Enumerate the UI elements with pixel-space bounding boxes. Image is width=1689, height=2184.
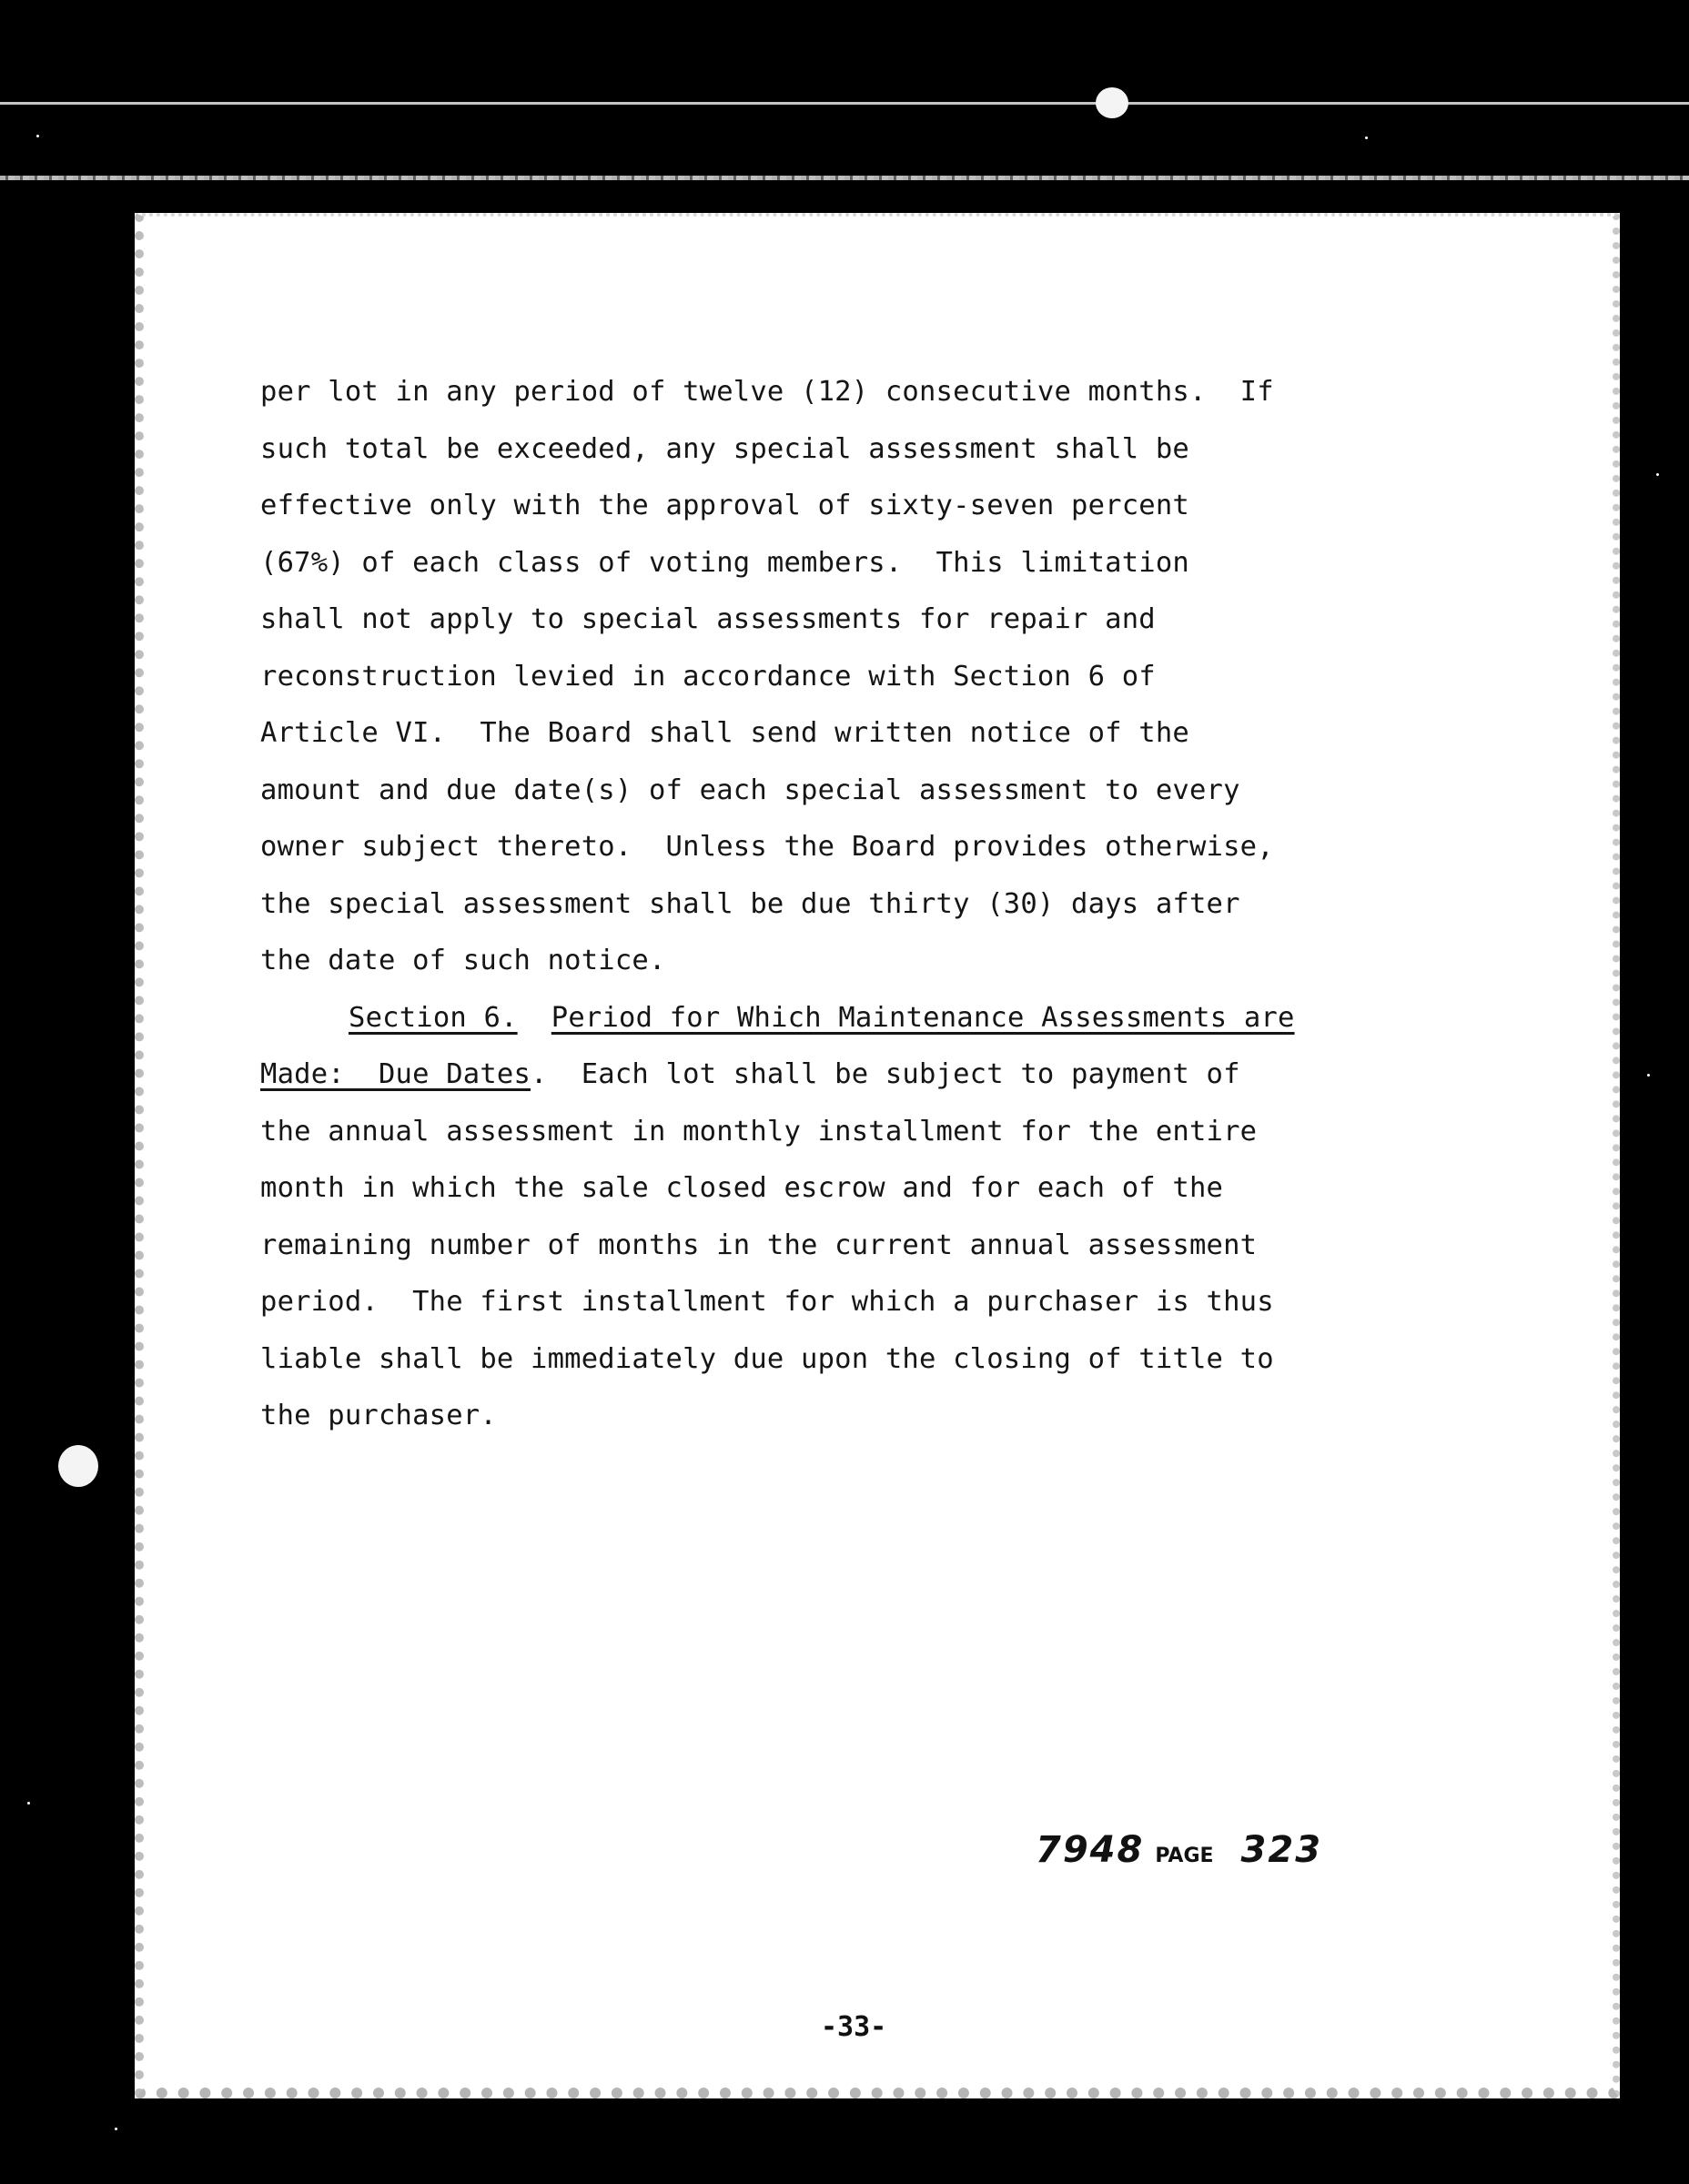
section-title: Period for Which Maintenance Assessments are	[551, 1001, 1295, 1034]
scan-speck	[1647, 1074, 1650, 1077]
scan-top-rule	[0, 102, 1689, 105]
section-heading-line	[260, 1046, 1480, 1104]
section-number: Section 6.	[349, 1001, 518, 1034]
text-line: owner subject thereto. Unless the Board provides otherwise,	[260, 831, 1274, 863]
text-line: period. The first installment for which a purchaser is thus	[260, 1286, 1274, 1318]
text-line: effective only with the approval of sixty-seven percent	[260, 490, 1189, 521]
text-line: reconstruction levied in accordance with Section 6 of	[260, 660, 1156, 693]
text-line: the purchaser.	[260, 1400, 497, 1431]
stamp-page-number: 323	[1240, 1829, 1323, 1871]
scan-speck	[1365, 136, 1368, 139]
scan-blot-left	[58, 1445, 98, 1487]
text-line: the annual assessment in monthly installment for the entire	[260, 1115, 1258, 1148]
scan-blot-top	[1096, 87, 1128, 118]
text-line: Article VI. The Board shall send written notice of the	[260, 717, 1189, 749]
section-heading-line	[260, 990, 1480, 1047]
document-body	[260, 364, 1480, 1445]
text-line: per lot in any period of twelve (12) consecutive months. If	[260, 376, 1274, 408]
section-title-continued: Made: Due Dates	[260, 1058, 531, 1090]
page-number: -33-	[821, 2011, 887, 2043]
scan-speck	[27, 1802, 30, 1805]
page-label: PAGE	[1155, 1845, 1214, 1867]
text-line: liable shall be immediately due upon the closing of title to	[260, 1342, 1274, 1375]
text-line: month in which the sale closed escrow and for each of the	[260, 1172, 1224, 1204]
text-line: remaining number of months in the current annual assessment	[260, 1228, 1258, 1261]
book-number: 7948	[1036, 1829, 1145, 1871]
text-line: the date of such notice.	[260, 945, 666, 976]
scan-top-edge	[0, 176, 1689, 180]
scan-speck	[1656, 473, 1659, 476]
text-line: (67%) of each class of voting members. This limitation	[260, 546, 1189, 579]
book-page-stamp	[1036, 1829, 1322, 1871]
text-line: amount and due date(s) of each special assessment to every	[260, 774, 1240, 806]
scan-speck	[115, 2128, 117, 2130]
text-line: such total be exceeded, any special assessment shall be	[260, 432, 1189, 465]
text-fragment: . Each lot shall be subject to payment of	[531, 1058, 1240, 1090]
scan-speck	[36, 135, 39, 137]
text-line: shall not apply to special assessments for repair and	[260, 603, 1156, 635]
text-line: the special assessment shall be due thirty (30) days after	[260, 887, 1240, 920]
